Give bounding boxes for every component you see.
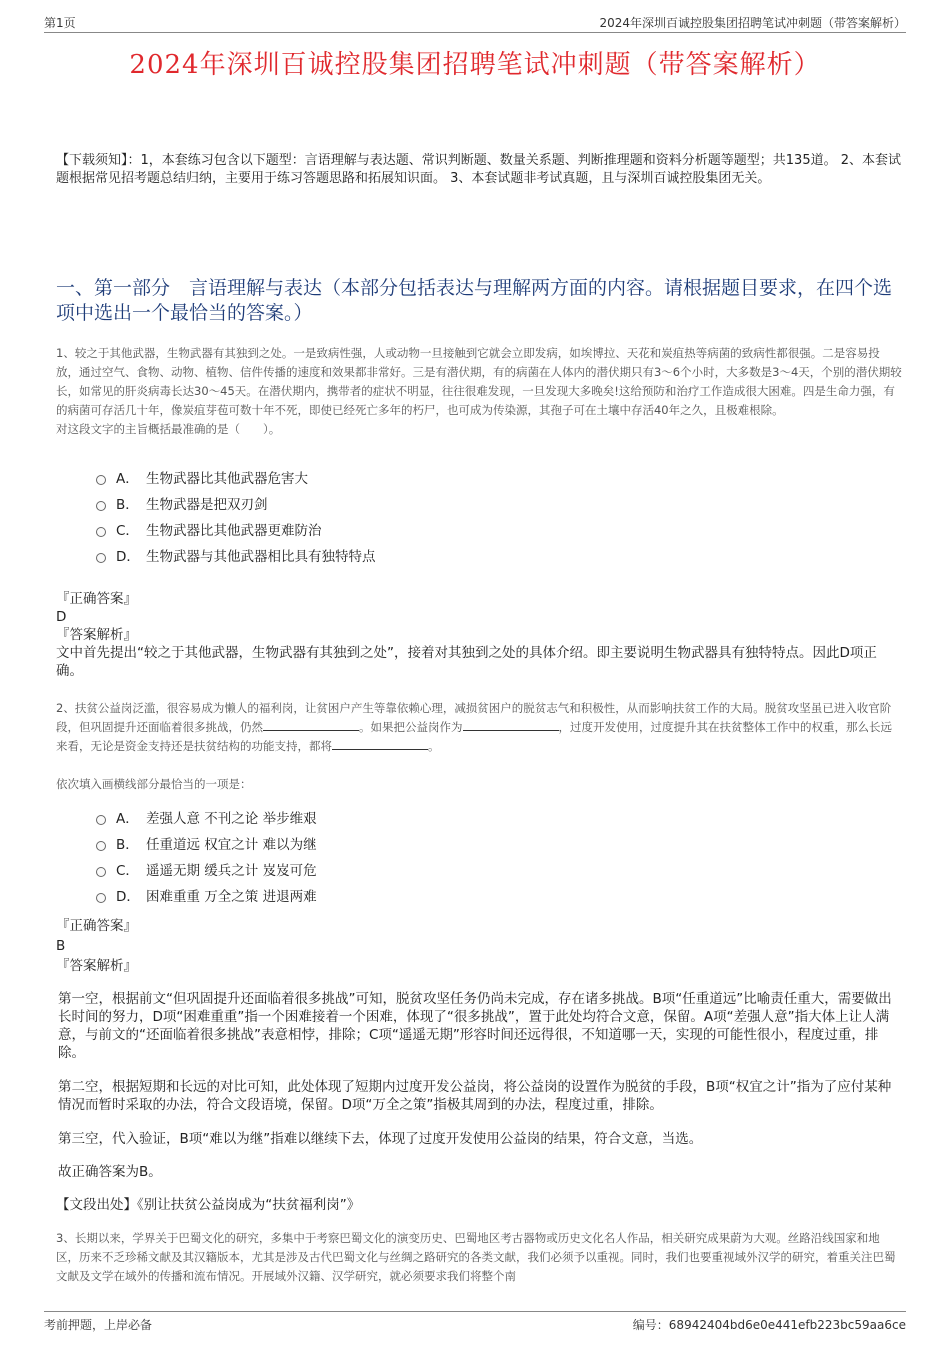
option-c[interactable] (96, 518, 376, 544)
analysis-heading: 『答案解析』 (56, 627, 137, 643)
question-2-text-part: 。如果把公益岗作为 (359, 720, 463, 734)
question-2 (56, 699, 902, 756)
answer-heading: 『正确答案』 (56, 591, 137, 607)
page-number: 第1页 (44, 16, 76, 30)
option-text: 生物武器比其他武器危害大 (146, 471, 308, 487)
option-label: D． (116, 549, 140, 565)
option-label: C． (116, 863, 139, 879)
option-text: 困难重重 万全之策 进退两难 (146, 889, 317, 905)
fill-blank (332, 737, 428, 750)
question-1-answer-block (56, 590, 902, 680)
radio-icon[interactable] (96, 501, 106, 511)
analysis-paragraph-4: 故正确答案为B。 (58, 1164, 162, 1180)
question-2-text (56, 699, 902, 756)
page-footer (44, 1311, 906, 1332)
radio-icon[interactable] (96, 527, 106, 537)
fill-blank (463, 718, 559, 731)
option-label: B． (116, 837, 139, 853)
question-3 (56, 1229, 902, 1286)
question-2-text-part: 。 (428, 739, 440, 753)
answer-value: B (56, 938, 66, 954)
analysis-heading: 『答案解析』 (56, 958, 137, 974)
radio-icon[interactable] (96, 867, 106, 877)
option-a[interactable] (96, 806, 317, 832)
page-header (44, 14, 906, 33)
source-note: 【文段出处】《别让扶贫公益岗成为“扶贫福利岗”》 (56, 1197, 361, 1213)
option-d[interactable] (96, 544, 376, 570)
question-2-answer-block (56, 916, 902, 976)
header-doc-title: 2024年深圳百诚控股集团招聘笔试冲刺题（带答案解析） (599, 16, 906, 30)
page-title: 2024年深圳百诚控股集团招聘笔试冲刺题（带答案解析） (129, 50, 821, 80)
question-1 (56, 344, 902, 439)
radio-icon[interactable] (96, 841, 106, 851)
section-heading: 一、第一部分 言语理解与表达（本部分包括表达与理解两方面的内容。请根据题目要求，在四个选项中选出一个最恰当的答案。） (56, 277, 893, 324)
answer-value: D (56, 609, 67, 625)
question-1-options (96, 466, 376, 570)
option-label: A． (116, 811, 139, 827)
footer-doc-id: 编号：68942404bd6e0e441efb223bc59aa6ce (632, 1318, 906, 1332)
question-2-options (96, 806, 317, 910)
option-label: A． (116, 471, 139, 487)
option-a[interactable] (96, 466, 376, 492)
question-1-stem: 对这段文字的主旨概括最准确的是（ ）。 (56, 422, 281, 436)
option-label: C． (116, 523, 139, 539)
analysis-paragraph-2: 第二空，根据短期和长远的对比可知，此处体现了短期内过度开发公益岗，将公益岗的设置作为脱贫的手段，B项“权宜之计”指为了应付某种情况而暂时采取的办法，符合文段语境，保留。D项“万全之策”指极其周到的办法，程度过重，排除。 (58, 1079, 892, 1113)
option-text: 生物武器比其他武器更难防治 (146, 523, 322, 539)
question-2-text-part: ，过度开发使用，过度提升其在扶贫整体工作中的权重，那么长远来看，无论是资金支持还是扶贫结构的功能支持，都将 (56, 720, 892, 753)
radio-icon[interactable] (96, 815, 106, 825)
analysis-paragraph-1: 第一空，根据前文“但巩固提升还面临着很多挑战”可知，脱贫攻坚任务仍尚未完成，存在诸多挑战。B项“任重道远”比喻责任重大，需要做出长时间的努力，D项“困难重重”指一个困难接着一个困难，体现了“很多挑战”，置于此处均符合文意，保留。A项“差强人意”指大体上让人满意，与前文的“还面临着很多挑战”表意相悖，排除；C项“遥遥无期”形容时间还远得很，不知道哪一天，实现的可能性很小，程度过重，排除。 (58, 991, 892, 1061)
option-text: 任重道远 权宜之计 难以为继 (146, 837, 317, 853)
analysis-paragraph-3: 第三空，代入验证，B项“难以为继”指难以继续下去，体现了过度开发使用公益岗的结果，符合文意，当选。 (58, 1131, 703, 1147)
option-label: B． (116, 497, 139, 513)
radio-icon[interactable] (96, 553, 106, 563)
analysis-text: 文中首先提出“较之于其他武器，生物武器有其独到之处”，接着对其独到之处的具体介绍。即主要说明生物武器具有独特特点。因此D项正确。 (56, 645, 877, 679)
option-text: 遥遥无期 缓兵之计 岌岌可危 (146, 863, 317, 879)
question-2-stem: 依次填入画横线部分最恰当的一项是： (56, 777, 252, 791)
option-c[interactable] (96, 858, 317, 884)
option-text: 差强人意 不刊之论 举步维艰 (146, 811, 317, 827)
question-3-text: 3、长期以来，学界关于巴蜀文化的研究，多集中于考察巴蜀文化的演变历史、巴蜀地区考古器物或历史文化名人作品，相关研究成果蔚为大观。丝路沿线国家和地区，历来不乏珍稀文献及其汉籍版本，尤其是涉及古代巴蜀文化与丝绸之路研究的各类文献，我们必须予以重视。同时，我们也要重视域外汉学的研究，着重关注巴蜀文献及文学在域外的传播和流布情况。开展域外汉籍、汉学研究，就必须要求我们将整个南 (56, 1231, 896, 1283)
option-b[interactable] (96, 492, 376, 518)
option-b[interactable] (96, 832, 317, 858)
question-1-text: 1、较之于其他武器，生物武器有其独到之处。一是致病性强，人或动物一旦接触到它就会立即发病，如埃博拉、天花和炭疽热等病菌的致病性都很强。二是容易投放，通过空气、食物、动物、植物、信件传播的速度和效果都非常好。三是有潜伏期，有的病菌在人体内的潜伏期只有3～6个小时，大多数是3～4天，个别的潜伏期较长，如常见的肝炎病毒长达30～45天。在潜伏期内，携带者的症状不明显，往往很难发现，一旦发现大多晚矣!这给预防和治疗工作造成很大困难。四是生命力强，有的病菌可存活几十年，像炭疽芽苞可数十年不死，即使已经死亡多年的朽尸，也可成为传染源，其孢子可在土壤中存活40年之久，且极难根除。 (56, 346, 902, 417)
option-d[interactable] (96, 884, 317, 910)
option-label: D． (116, 889, 140, 905)
answer-heading: 『正确答案』 (56, 918, 137, 934)
radio-icon[interactable] (96, 893, 106, 903)
option-text: 生物武器与其他武器相比具有独特特点 (146, 549, 376, 565)
radio-icon[interactable] (96, 475, 106, 485)
option-text: 生物武器是把双刃剑 (146, 497, 268, 513)
download-notice: 【下载须知】：1，本套练习包含以下题型：言语理解与表达题、常识判断题、数量关系题、判断推理题和资料分析题等题型；共135道。 2、本套试题根据常见招考题总结归纳，主要用于练习答题思路和拓展知识面。 3、本套试题非考试真题，且与深圳百诚控股集团无关。 (56, 153, 901, 186)
footer-slogan: 考前押题，上岸必备 (44, 1318, 153, 1332)
fill-blank (263, 718, 359, 731)
question-2-text-part: 2、扶贫公益岗泛滥，很容易成为懒人的福利岗，让贫困户产生等靠依赖心理，减损贫困户的脱贫志气和积极性，从而影响扶贫工作的大局。脱贫攻坚虽已进入收官阶段，但巩固提升还面临着很多挑战，仍然 (56, 701, 892, 734)
